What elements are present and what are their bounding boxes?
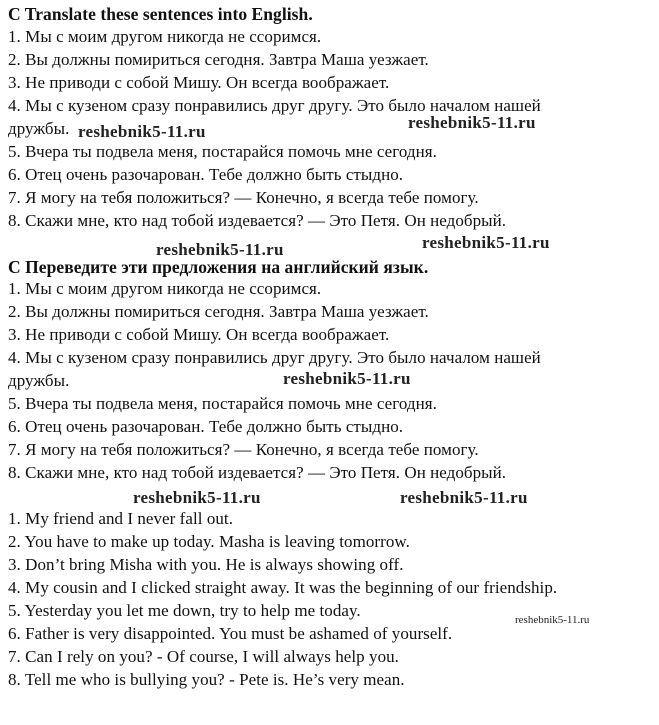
answer-4: 4. My cousin and I clicked straight away. It was the beginning of our friendship.	[8, 578, 558, 597]
watermark: reshebnik5-11.ru	[400, 488, 528, 507]
sentence-1-ru: 1. Мы с моим другом никогда не ссоримся.	[8, 27, 322, 46]
sentence-2-ru: 2. Вы должны помириться сегодня. Завтра Маша уезжает.	[8, 50, 429, 69]
watermark: reshebnik5-11.ru	[156, 240, 284, 259]
sentence-7-ru: 7. Я могу на тебя положиться? — Конечно, я всегда тебе помогу.	[8, 188, 479, 207]
answer-5: 5. Yesterday you let me down, try to help me today.	[8, 601, 361, 620]
answer-8: 8. Tell me who is bullying you? - Pete is. He’s very mean.	[8, 670, 405, 689]
section-ru-heading: С Переведите эти предложения на английский язык.	[8, 257, 429, 277]
sentence-4-ru-b-cont: дружбы.	[8, 371, 70, 390]
watermark: reshebnik5-11.ru	[78, 122, 206, 141]
watermark: reshebnik5-11.ru	[422, 233, 550, 252]
answer-6: 6. Father is very disappointed. You must be ashamed of yourself.	[8, 624, 453, 643]
sentence-4-ru: 4. Мы с кузеном сразу понравились друг другу. Это было началом нашей	[8, 96, 541, 115]
sentence-3-ru-b: 3. Не приводи с собой Мишу. Он всегда воображает.	[8, 325, 390, 344]
watermark: reshebnik5-11.ru	[515, 614, 590, 626]
sentence-4-ru-cont: дружбы.	[8, 119, 70, 138]
watermark: reshebnik5-11.ru	[408, 113, 536, 132]
answer-2: 2. You have to make up today. Masha is leaving tomorrow.	[8, 532, 410, 551]
sentence-8-ru: 8. Скажи мне, кто над тобой издевается? — Это Петя. Он недобрый.	[8, 211, 507, 230]
section-en-heading: C Translate these sentences into English.	[8, 4, 313, 24]
sentence-2-ru-b: 2. Вы должны помириться сегодня. Завтра Маша уезжает.	[8, 302, 429, 321]
sentence-5-ru: 5. Вчера ты подвела меня, постарайся помочь мне сегодня.	[8, 142, 437, 161]
sentence-8-ru-b: 8. Скажи мне, кто над тобой издевается? — Это Петя. Он недобрый.	[8, 463, 507, 482]
sentence-3-ru: 3. Не приводи с собой Мишу. Он всегда воображает.	[8, 73, 390, 92]
watermark: reshebnik5-11.ru	[133, 488, 261, 507]
sentence-1-ru-b: 1. Мы с моим другом никогда не ссоримся.	[8, 279, 322, 298]
sentence-4-ru-b: 4. Мы с кузеном сразу понравились друг другу. Это было началом нашей	[8, 348, 541, 367]
sentence-6-ru: 6. Отец очень разочарован. Тебе должно быть стыдно.	[8, 165, 404, 184]
sentence-7-ru-b: 7. Я могу на тебя положиться? — Конечно, я всегда тебе помогу.	[8, 440, 479, 459]
answer-3: 3. Don’t bring Misha with you. He is always showing off.	[8, 555, 404, 574]
answer-7: 7. Can I rely on you? - Of course, I will always help you.	[8, 647, 399, 666]
sentence-6-ru-b: 6. Отец очень разочарован. Тебе должно быть стыдно.	[8, 417, 404, 436]
sentence-5-ru-b: 5. Вчера ты подвела меня, постарайся помочь мне сегодня.	[8, 394, 437, 413]
answer-1: 1. My friend and I never fall out.	[8, 509, 233, 528]
watermark: reshebnik5-11.ru	[283, 369, 411, 388]
